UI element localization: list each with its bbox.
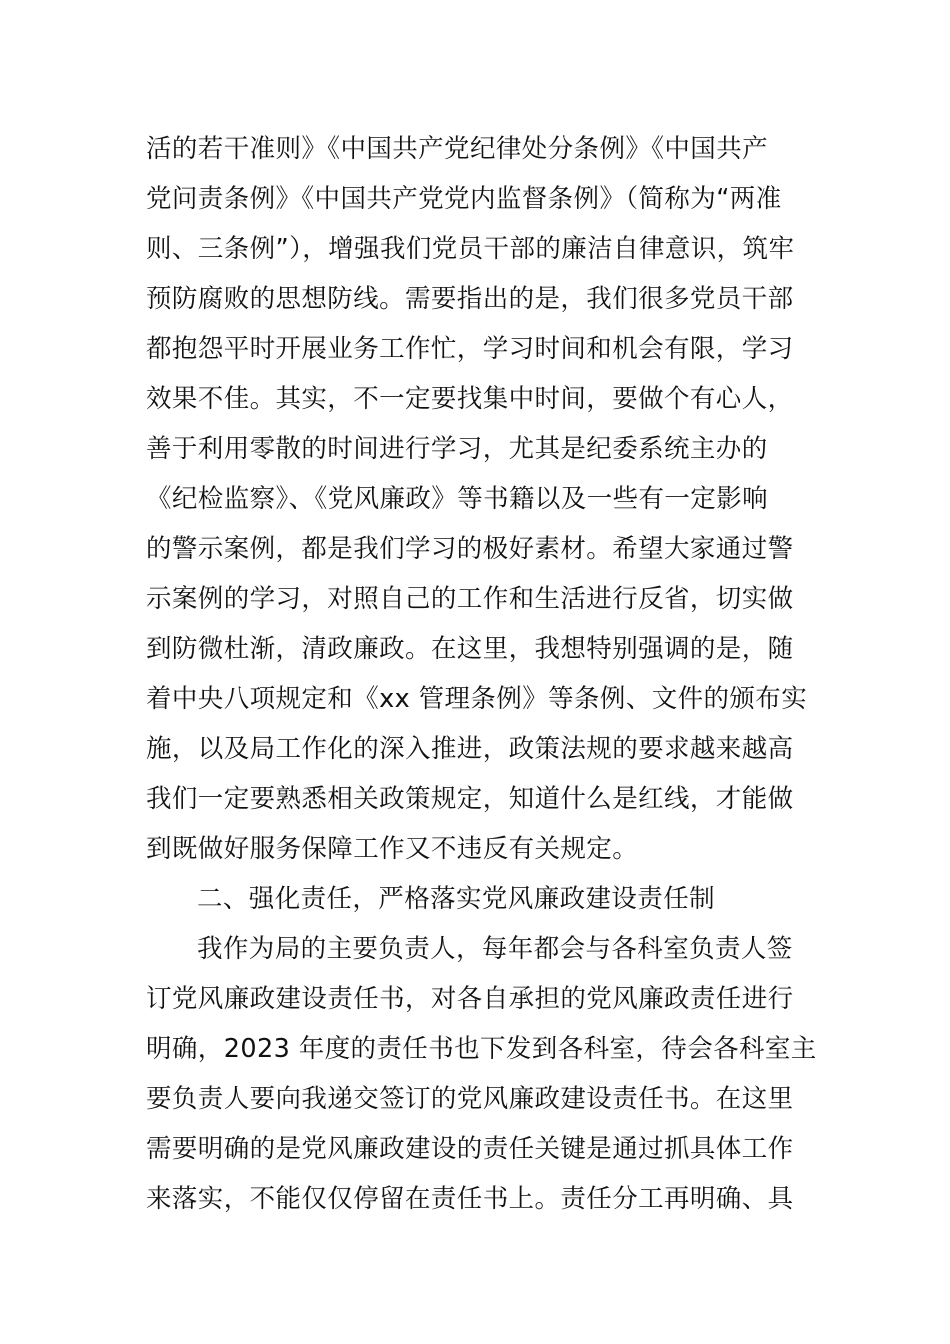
text-line: 则、三条例”），增强我们党员干部的廉洁自律意识，筑牢: [146, 234, 795, 264]
text-line: 施，以及局工作化的深入推进，政策法规的要求越来越高: [146, 734, 794, 764]
text-line: 我们一定要熟悉相关政策规定，知道什么是红线，才能做: [146, 784, 794, 814]
text-line: 来落实，不能仅仅停留在责任书上。责任分工再明确、具: [146, 1184, 794, 1214]
text-line: 示案例的学习，对照自己的工作和生活进行反省，切实做: [146, 584, 794, 614]
text-line: 活的若干准则》《中国共产党纪律处分条例》《中国共产: [146, 134, 769, 164]
paragraph-first-line: 我作为局的主要负责人，每年都会与各科室负责人签: [197, 934, 793, 964]
text-line: 预防腐败的思想防线。需要指出的是，我们很多党员干部: [146, 284, 794, 314]
text-line: 需要明确的是党风廉政建设的责任关键是通过抓具体工作: [146, 1134, 794, 1164]
text-line: 都抱怨平时开展业务工作忙，学习时间和机会有限，学习: [146, 334, 794, 364]
body-text: [146, 124, 826, 1224]
section-heading: 二、强化责任，严格落实党风廉政建设责任制: [197, 884, 716, 914]
text-line: 要负责人要向我递交签订的党风廉政建设责任书。在这里: [146, 1084, 794, 1114]
text-line: 善于利用零散的时间进行学习，尤其是纪委系统主办的: [146, 434, 768, 464]
text-line: 订党风廉政建设责任书，对各自承担的党风廉政责任进行: [146, 984, 794, 1014]
text-line: 的警示案例，都是我们学习的极好素材。希望大家通过警: [146, 534, 794, 564]
text-line: 党问责条例》《中国共产党党内监督条例》（简称为“两准: [146, 184, 782, 214]
text-line: 到防微杜渐，清政廉政。在这里，我想特别强调的是，随: [146, 634, 794, 664]
text-line: 到既做好服务保障工作又不违反有关规定。: [146, 834, 639, 864]
text-line: 着中央八项规定和《xx 管理条例》等条例、文件的颁布实: [146, 684, 808, 714]
text-line: 效果不佳。其实，不一定要找集中时间，要做个有心人，: [146, 384, 794, 414]
text-line: 《纪检监察》、《党风廉政》等书籍以及一些有一定影响: [146, 484, 769, 514]
text-line: 明确，2023 年度的责任书也下发到各科室，待会各科室主: [146, 1034, 817, 1064]
